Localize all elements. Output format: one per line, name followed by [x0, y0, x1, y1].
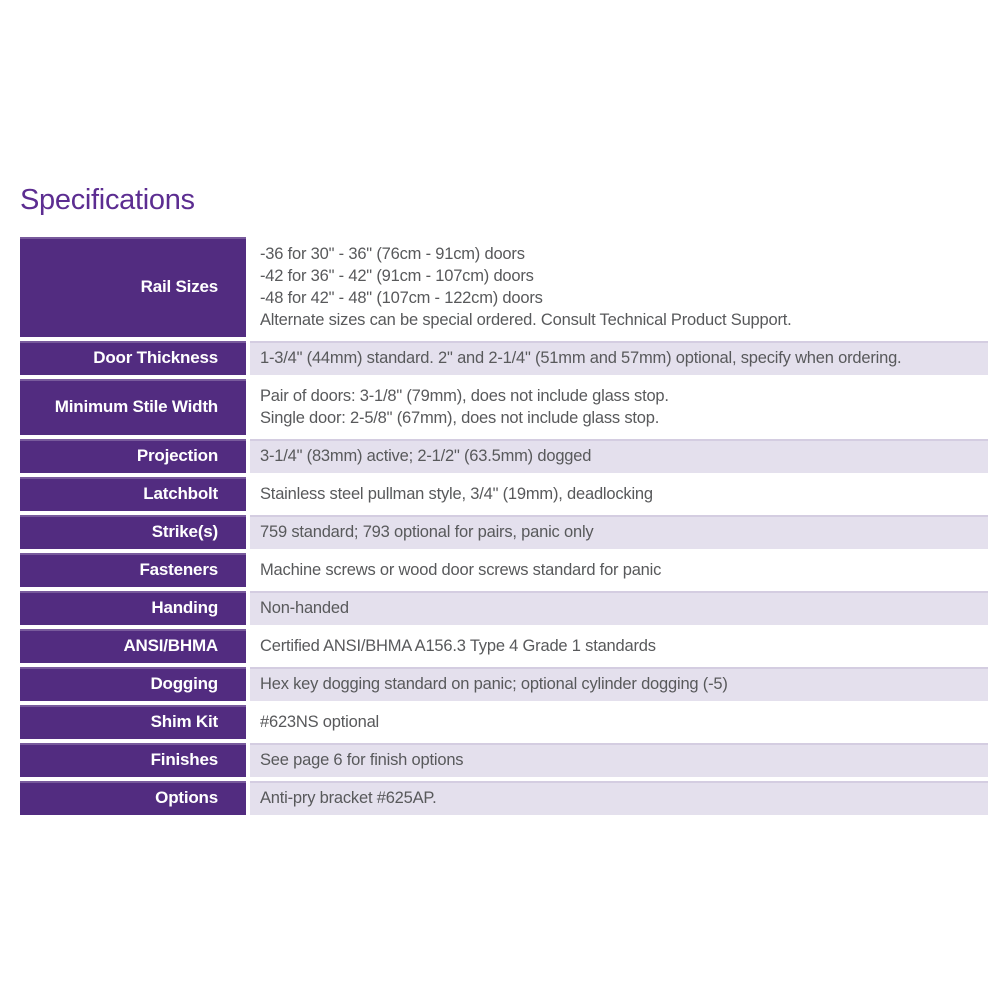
spec-row — [20, 439, 988, 473]
spec-value-line: See page 6 for finish options — [260, 751, 464, 769]
spec-row-value — [250, 553, 988, 587]
spec-row — [20, 705, 988, 739]
spec-row — [20, 629, 988, 663]
spec-row-value — [250, 781, 988, 815]
spec-value-line: -36 for 30" - 36" (76cm - 91cm) doors — [260, 245, 525, 263]
spec-row-value — [250, 743, 988, 777]
spec-row — [20, 379, 988, 435]
spec-row-value — [250, 237, 988, 337]
specifications-table — [20, 237, 988, 815]
spec-value-line: Stainless steel pullman style, 3/4" (19mm), deadlocking — [260, 485, 653, 503]
spec-value-line: #623NS optional — [260, 713, 380, 731]
spec-row-value — [250, 477, 988, 511]
spec-row-value — [250, 705, 988, 739]
spec-row-label: Latchbolt — [20, 477, 246, 511]
spec-row-label: Options — [20, 781, 246, 815]
spec-value-line: 1-3/4" (44mm) standard. 2" and 2-1/4" (51mm and 57mm) optional, specify when ordering. — [260, 349, 902, 367]
spec-row-value — [250, 667, 988, 701]
spec-row — [20, 781, 988, 815]
spec-row-label: Fasteners — [20, 553, 246, 587]
spec-value-line: Anti-pry bracket #625AP. — [260, 789, 437, 807]
spec-row-value — [250, 379, 988, 435]
spec-row-value — [250, 629, 988, 663]
spec-row — [20, 743, 988, 777]
spec-value-line: 3-1/4" (83mm) active; 2-1/2" (63.5mm) dogged — [260, 447, 592, 465]
spec-row-label: Strike(s) — [20, 515, 246, 549]
spec-row-label: Projection — [20, 439, 246, 473]
spec-value-line: -48 for 42" - 48" (107cm - 122cm) doors — [260, 289, 543, 307]
spec-value-line: Non-handed — [260, 599, 349, 617]
spec-row-value — [250, 591, 988, 625]
page-title: Specifications — [20, 184, 195, 216]
spec-row-label: ANSI/BHMA — [20, 629, 246, 663]
spec-row-value — [250, 515, 988, 549]
spec-row-label: Door Thickness — [20, 341, 246, 375]
spec-row — [20, 591, 988, 625]
spec-value-line: Machine screws or wood door screws standard for panic — [260, 561, 662, 579]
spec-row-label: Finishes — [20, 743, 246, 777]
spec-row-label: Shim Kit — [20, 705, 246, 739]
spec-row-label: Dogging — [20, 667, 246, 701]
spec-value-line: Certified ANSI/BHMA A156.3 Type 4 Grade 1 standards — [260, 637, 656, 655]
spec-row-value — [250, 341, 988, 375]
spec-row-value — [250, 439, 988, 473]
spec-value-line: -42 for 36" - 42" (91cm - 107cm) doors — [260, 267, 534, 285]
spec-row — [20, 515, 988, 549]
spec-row — [20, 667, 988, 701]
spec-row — [20, 341, 988, 375]
spec-value-line: 759 standard; 793 optional for pairs, panic only — [260, 523, 594, 541]
spec-row — [20, 553, 988, 587]
spec-row-label: Minimum Stile Width — [20, 379, 246, 435]
spec-value-line: Pair of doors: 3-1/8" (79mm), does not include glass stop. — [260, 387, 669, 405]
spec-row — [20, 237, 988, 337]
spec-row-label: Rail Sizes — [20, 237, 246, 337]
spec-value-line: Alternate sizes can be special ordered. Consult Technical Product Support. — [260, 311, 792, 329]
spec-row — [20, 477, 988, 511]
spec-value-line: Hex key dogging standard on panic; optional cylinder dogging (-5) — [260, 675, 728, 693]
spec-value-line: Single door: 2-5/8" (67mm), does not include glass stop. — [260, 409, 660, 427]
spec-row-label: Handing — [20, 591, 246, 625]
